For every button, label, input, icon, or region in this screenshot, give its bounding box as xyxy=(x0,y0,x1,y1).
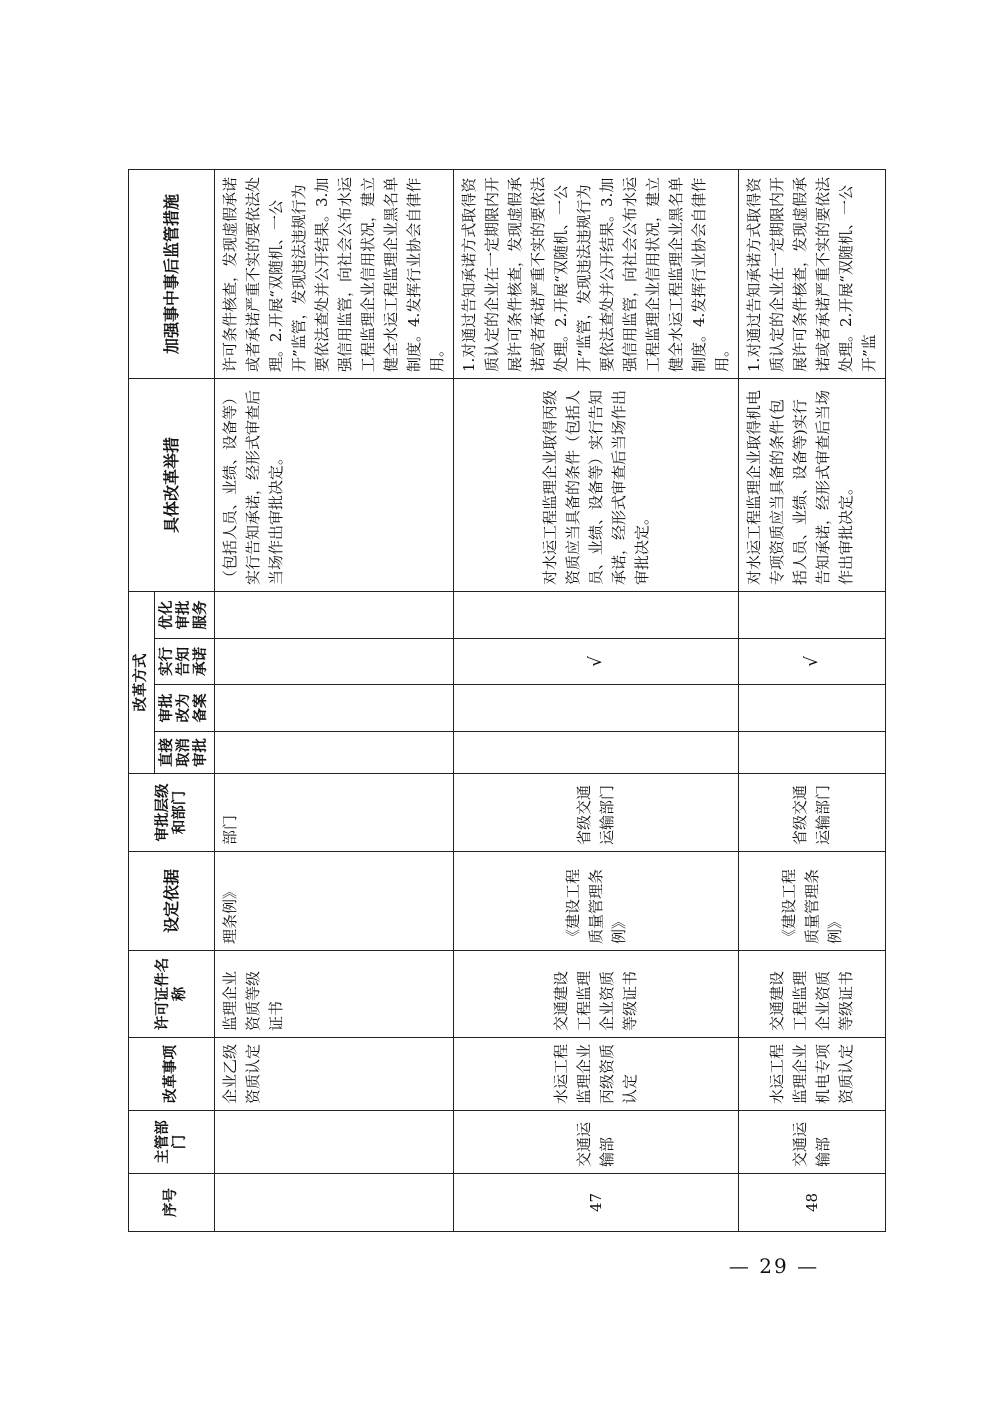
cell-level: 部门 xyxy=(215,774,454,852)
reform-table xyxy=(128,169,886,1232)
cell-seq xyxy=(215,1174,454,1232)
cell-item: 水运工程监理企业机电专项资质认定 xyxy=(739,1038,886,1111)
page-number: — 29 — xyxy=(728,1254,820,1278)
header-supervision: 加强事中事后监管措施 xyxy=(129,170,215,379)
cell-method-filing xyxy=(454,685,739,732)
cell-basis: 《建设工程质量管理条例》 xyxy=(739,852,886,951)
cell-dept: 交通运输部 xyxy=(454,1111,739,1174)
cell-dept: 交通运输部 xyxy=(739,1111,886,1174)
cell-method-optimize xyxy=(454,592,739,639)
cell-basis: 理条例》 xyxy=(215,852,454,951)
cell-method-commitment xyxy=(215,639,454,685)
cell-seq: 48 xyxy=(739,1174,886,1232)
cell-measures: （包括人员、业绩、设备等）实行告知承诺，经形式审查后当场作出审批决定。 xyxy=(215,379,454,592)
cell-license: 交通建设工程监理企业资质等级证书 xyxy=(739,951,886,1038)
cell-method-optimize xyxy=(215,592,454,639)
header-measures: 具体改革举措 xyxy=(129,379,215,592)
table-row xyxy=(215,170,454,1232)
cell-method-optimize xyxy=(739,592,886,639)
cell-measures: 对水运工程监理企业取得机电专项资质应当具备的条件(包括人员、业绩、设备等)实行告知承诺，经形式审查后当场作出审批决定。 xyxy=(739,379,886,592)
cell-method-filing xyxy=(739,685,886,732)
cell-dept xyxy=(215,1111,454,1174)
header-method-optimize: 优化审批服务 xyxy=(155,592,215,639)
cell-supervision: 1.对通过告知承诺方式取得资质认定的企业在一定期限内开展许可条件核查，发现虚假承诺或者承诺严重不实的要依法处理。2.开展“双随机、一公开”监 xyxy=(739,170,886,379)
header-item: 改革事项 xyxy=(129,1038,215,1111)
rotated-table-wrapper xyxy=(128,170,878,1232)
header-basis: 设定依据 xyxy=(129,852,215,951)
cell-item: 水运工程监理企业丙级资质认定 xyxy=(454,1038,739,1111)
cell-level: 省级交通运输部门 xyxy=(739,774,886,852)
cell-supervision: 1.对通过告知承诺方式取得资质认定的企业在一定期限内开展许可条件核查，发现虚假承诺或者承诺严重不实的要依法处理。2.开展“双随机、一公开”监管，发现违法违规行为要依法查处并公开结果。3.加强信用监管，向社会公布水运工程监理企业信用状况，建立健全水运工程监理企业黑名单制度。4.发挥行业协会自律作用。 xyxy=(454,170,739,379)
cell-method-cancel xyxy=(215,732,454,774)
cell-method-cancel xyxy=(454,732,739,774)
table-row xyxy=(454,170,739,1232)
cell-item: 企业乙级资质认定 xyxy=(215,1038,454,1111)
cell-basis: 《建设工程质量管理条例》 xyxy=(454,852,739,951)
table-row xyxy=(739,170,886,1232)
cell-level: 省级交通运输部门 xyxy=(454,774,739,852)
header-seq: 序号 xyxy=(129,1174,215,1232)
cell-license: 交通建设工程监理企业资质等级证书 xyxy=(454,951,739,1038)
header-method-cancel: 直接取消审批 xyxy=(155,732,215,774)
cell-method-commitment: √ xyxy=(454,639,739,685)
header-license: 许可证件名称 xyxy=(129,951,215,1038)
cell-method-filing xyxy=(215,685,454,732)
header-method-commitment: 实行告知承诺 xyxy=(155,639,215,685)
cell-method-commitment: √ xyxy=(739,639,886,685)
header-level: 审批层级和部门 xyxy=(129,774,215,852)
header-method-group: 改革方式 xyxy=(129,592,155,774)
header-method-filing: 审批改为备案 xyxy=(155,685,215,732)
cell-supervision: 许可条件核查，发现虚假承诺或者承诺严重不实的要依法处理。2.开展“双随机、一公开”监管，发现违法违规行为要依法查处并公开结果。3.加强信用监管，向社会公布水运工程监理企业信用状况，建立健全水运工程监理企业黑名单制度。4.发挥行业协会自律作用。 xyxy=(215,170,454,379)
cell-license: 监理企业资质等级证书 xyxy=(215,951,454,1038)
cell-measures: 对水运工程监理企业取得丙级资质应当具备的条件（包括人员、业绩、设备等）实行告知承诺，经形式审查后当场作出审批决定。 xyxy=(454,379,739,592)
cell-method-cancel xyxy=(739,732,886,774)
cell-seq: 47 xyxy=(454,1174,739,1232)
header-dept: 主管部门 xyxy=(129,1111,215,1174)
